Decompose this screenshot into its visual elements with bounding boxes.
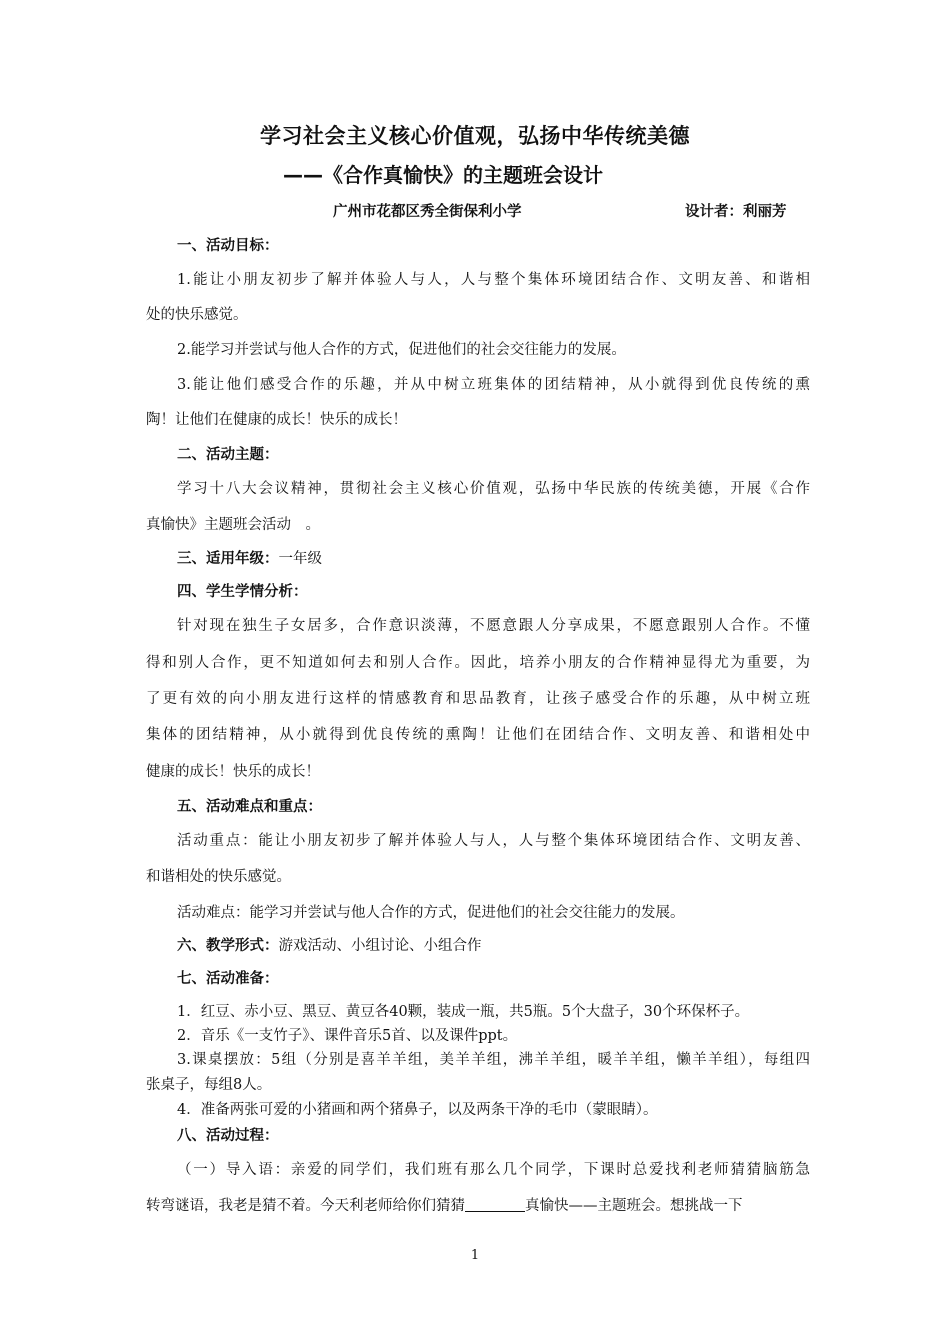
section-7-item-2: 2．音乐《一支竹子》、课件音乐5首、以及课件ppt。 [177,1028,518,1044]
section-1-paragraph-2: 2.能学习并尝试与他人合作的方式，促进他们的社会交往能力的发展。 [177,342,626,358]
section-7-item-1: 1．红豆、赤小豆、黑豆、黄豆各40颗，装成一瓶，共5瓶。5个大盘子，30个环保杯子。 [177,1004,750,1020]
section-1-paragraph-1-line-2: 处的快乐感觉。 [146,307,248,323]
section-4-line-3: 了更有效的向小朋友进行这样的情感教育和思品教育，让孩子感受合作的乐趣，从中树立班 [146,691,810,707]
section-8-line-2-before-blank: 转弯谜语，我老是猜不着。今天利老师给你们猜猜 [146,1198,465,1214]
section-8-heading: 八、活动过程： [177,1128,279,1144]
section-8-line-2 [146,1194,810,1215]
section-4-line-2: 得和别人合作，更不知道如何去和别人合作。因此，培养小朋友的合作精神显得尤为重要，为 [146,655,810,671]
section-7-heading: 七、活动准备： [177,971,279,987]
section-8-line-2-after-blank: 真愉快——主题班会。想挑战一下 [525,1198,743,1214]
document-title: 学习社会主义核心价值观，弘扬中华传统美德 [260,124,690,148]
section-7-item-3-line-2: 张桌子，每组8人。 [146,1077,272,1093]
section-1-paragraph-1-line-1: 1.能让小朋友初步了解并体验人与人，人与整个集体环境团结合作、文明友善、和谐相 [177,272,810,288]
section-7-item-4: 4．准备两张可爱的小猪画和两个猪鼻子，以及两条干净的毛巾（蒙眼睛）。 [177,1102,658,1118]
section-1-paragraph-3-line-1: 3.能让他们感受合作的乐趣，并从中树立班集体的团结精神，从小就得到优良传统的熏 [177,377,810,393]
section-6-heading: 六、教学形式： [177,938,279,954]
section-2-line-2: 真愉快》主题班会活动 。 [146,517,320,533]
section-4-line-4: 集体的团结精神，从小就得到优良传统的熏陶！让他们在团结合作、文明友善、和谐相处中 [146,727,810,743]
section-4-heading: 四、学生学情分析： [177,584,308,600]
section-4-line-1: 针对现在独生子女居多，合作意识淡薄，不愿意跟人分享成果，不愿意跟别人合作。不懂 [177,618,810,634]
page-number: 1 [470,1248,480,1263]
section-3-value: 一年级 [278,551,322,567]
fill-in-blank [465,1197,525,1212]
section-4-line-5: 健康的成长！快乐的成长！ [146,764,320,780]
section-1-heading: 一、活动目标： [177,238,279,254]
section-7-item-3-line-1: 3.课桌摆放：5组（分别是喜羊羊组，美羊羊组，沸羊羊组，暖羊羊组，懒羊羊组），每组四 [177,1052,810,1068]
section-5-key-point-line-2: 和谐相处的快乐感觉。 [146,869,291,885]
section-5-key-point-line-1: 活动重点：能让小朋友初步了解并体验人与人，人与整个集体环境团结合作、文明友善、 [177,833,810,849]
document-subtitle: ——《合作真愉快》的主题班会设计 [283,163,603,187]
section-2-line-1: 学习十八大会议精神，贯彻社会主义核心价值观，弘扬中华民族的传统美德，开展《合作 [177,481,810,497]
section-5-heading: 五、活动难点和重点： [177,799,322,815]
section-2-heading: 二、活动主题： [177,447,279,463]
section-6 [177,934,810,955]
section-1-paragraph-3-line-2: 陶！让他们在健康的成长！快乐的成长！ [146,412,407,428]
section-8-line-1: （一）导入语：亲爱的同学们，我们班有那么几个同学，下课时总爱找利老师猜猜脑筋急 [177,1162,810,1178]
school-name: 广州市花都区秀全街保利小学 [333,204,522,220]
section-3 [177,547,810,568]
designer-name: 设计者：利丽芳 [685,204,787,220]
section-3-heading: 三、适用年级： [177,551,279,567]
section-5-difficulty: 活动难点：能学习并尝试与他人合作的方式，促进他们的社会交往能力的发展。 [177,905,685,921]
section-6-value: 游戏活动、小组讨论、小组合作 [278,938,482,954]
